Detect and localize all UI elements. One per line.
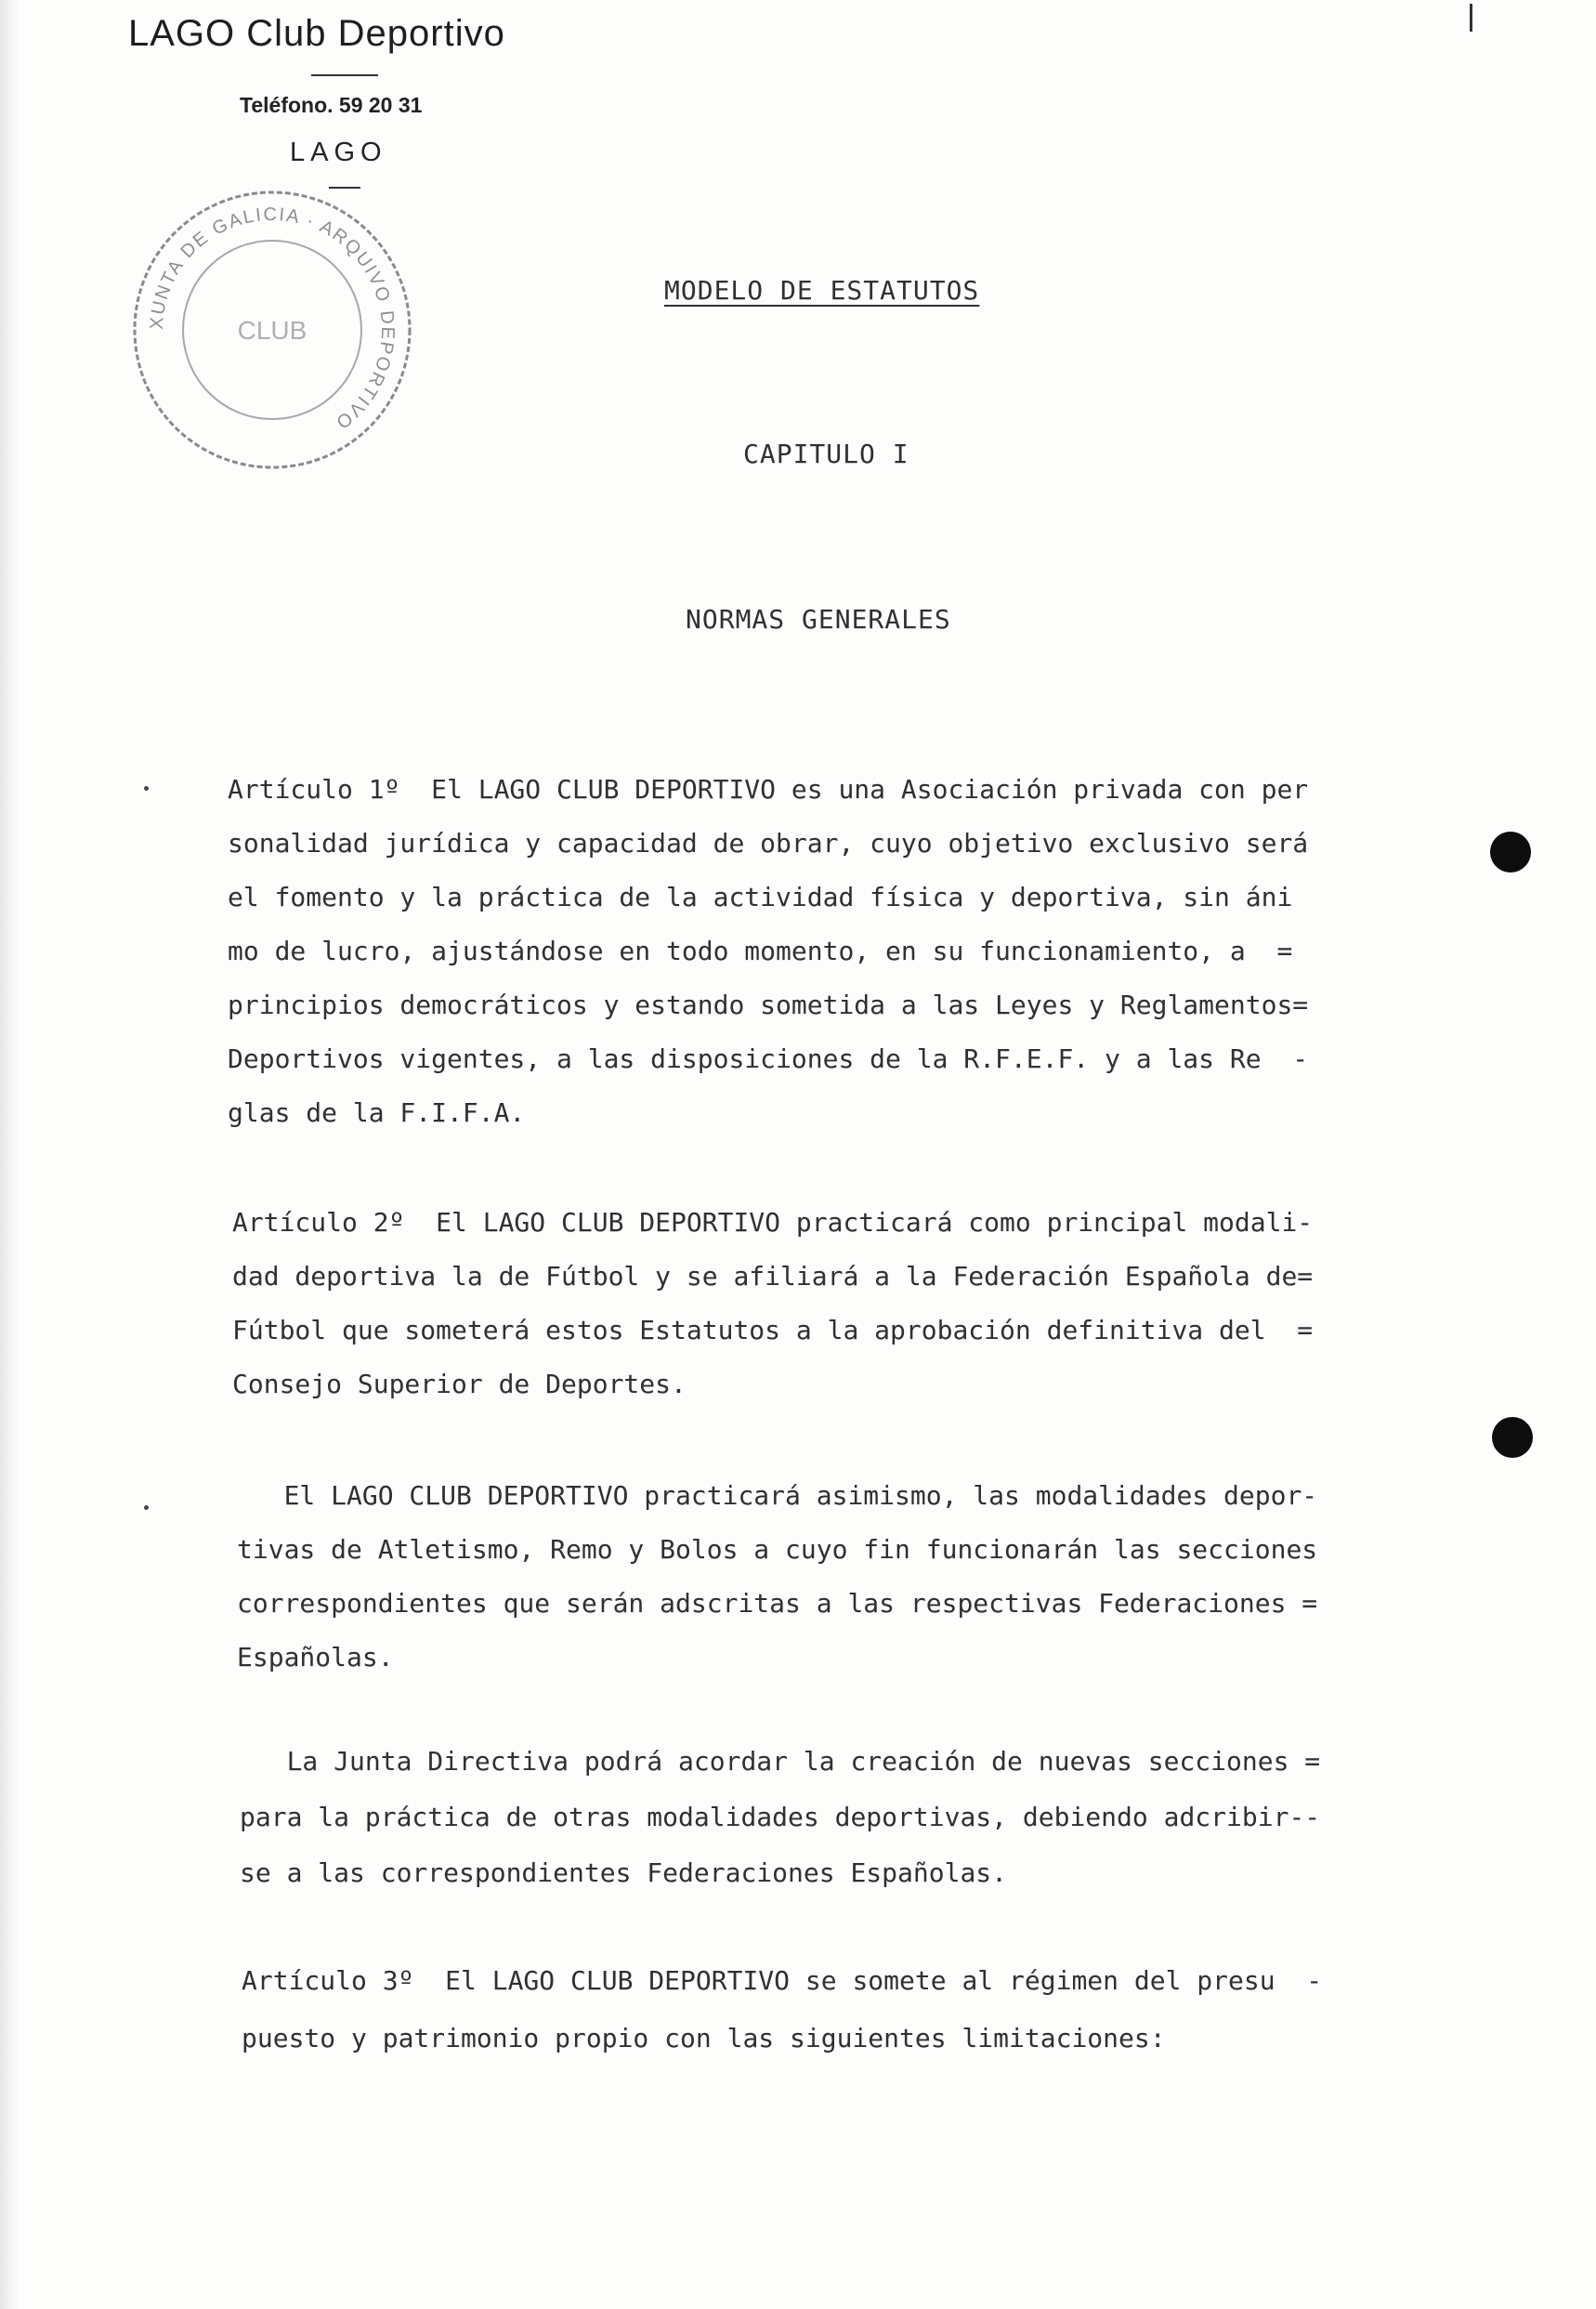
punch-hole: [1490, 832, 1531, 872]
letterhead-city: LAGO: [290, 138, 387, 167]
chapter-heading: CAPITULO I: [743, 439, 909, 469]
text-line: tivas de Atletismo, Remo y Bolos a cuyo fin funcionarán las secciones: [237, 1534, 1318, 1565]
text-line: glas de la F.I.F.A.: [228, 1097, 526, 1128]
letterhead-club-name: LAGO Club Deportivo: [128, 13, 505, 54]
text-line: Artículo 2º El LAGO CLUB DEPORTIVO practicará como principal modali-: [232, 1207, 1314, 1238]
text-line: para la práctica de otras modalidades deportivas, debiendo adcribir--: [240, 1802, 1321, 1832]
text-line: puesto y patrimonio propio con las siguientes limitaciones:: [242, 2023, 1166, 2053]
stamp-outer-text: XUNTA DE GALICIA · ARQUIVO DEPORTIVO: [146, 203, 399, 434]
text-line: Españolas.: [237, 1642, 394, 1673]
archive-stamp: [128, 186, 416, 474]
text-line: Artículo 3º El LAGO CLUB DEPORTIVO se somete al régimen del presu -: [242, 1965, 1323, 1996]
margin-dot: [144, 1505, 149, 1510]
letterhead-phone: Teléfono. 59 20 31: [240, 93, 423, 117]
text-line: Deportivos vigentes, a las disposiciones de la R.F.E.F. y a las Re -: [228, 1043, 1309, 1074]
text-line: Consejo Superior de Deportes.: [232, 1369, 687, 1399]
text-line: sonalidad jurídica y capacidad de obrar, cuyo objetivo exclusivo será: [228, 828, 1309, 859]
text-line: se a las correspondientes Federaciones Españolas.: [240, 1857, 1008, 1888]
text-line: Fútbol que someterá estos Estatutos a la aprobación definitiva del =: [232, 1315, 1314, 1345]
scan-edge-shadow: [0, 0, 20, 2309]
text-line: La Junta Directiva podrá acordar la creación de nuevas secciones =: [240, 1746, 1321, 1777]
letterhead-rule: [311, 74, 378, 76]
margin-dot: [144, 786, 149, 791]
punch-hole: [1492, 1417, 1533, 1458]
text-line: El LAGO CLUB DEPORTIVO practicará asimismo, las modalidades depor-: [237, 1480, 1318, 1511]
text-line: mo de lucro, ajustándose en todo momento, en su funcionamiento, a =: [228, 936, 1293, 966]
document-title: MODELO DE ESTATUTOS: [664, 275, 980, 306]
text-line: dad deportiva la de Fútbol y se afiliará a la Federación Española de=: [232, 1261, 1314, 1292]
text-line: Artículo 1º El LAGO CLUB DEPORTIVO es una Asociación privada con per: [228, 774, 1309, 805]
stamp-inner-text: CLUB: [237, 316, 307, 345]
text-line: correspondientes que serán adscritas a las respectivas Federaciones =: [237, 1588, 1318, 1619]
text-line: el fomento y la práctica de la actividad física y deportiva, sin áni: [228, 882, 1293, 912]
chapter-title: NORMAS GENERALES: [686, 604, 951, 635]
corner-mark: [1470, 4, 1472, 32]
text-line: principios democráticos y estando sometida a las Leyes y Reglamentos=: [228, 990, 1309, 1020]
